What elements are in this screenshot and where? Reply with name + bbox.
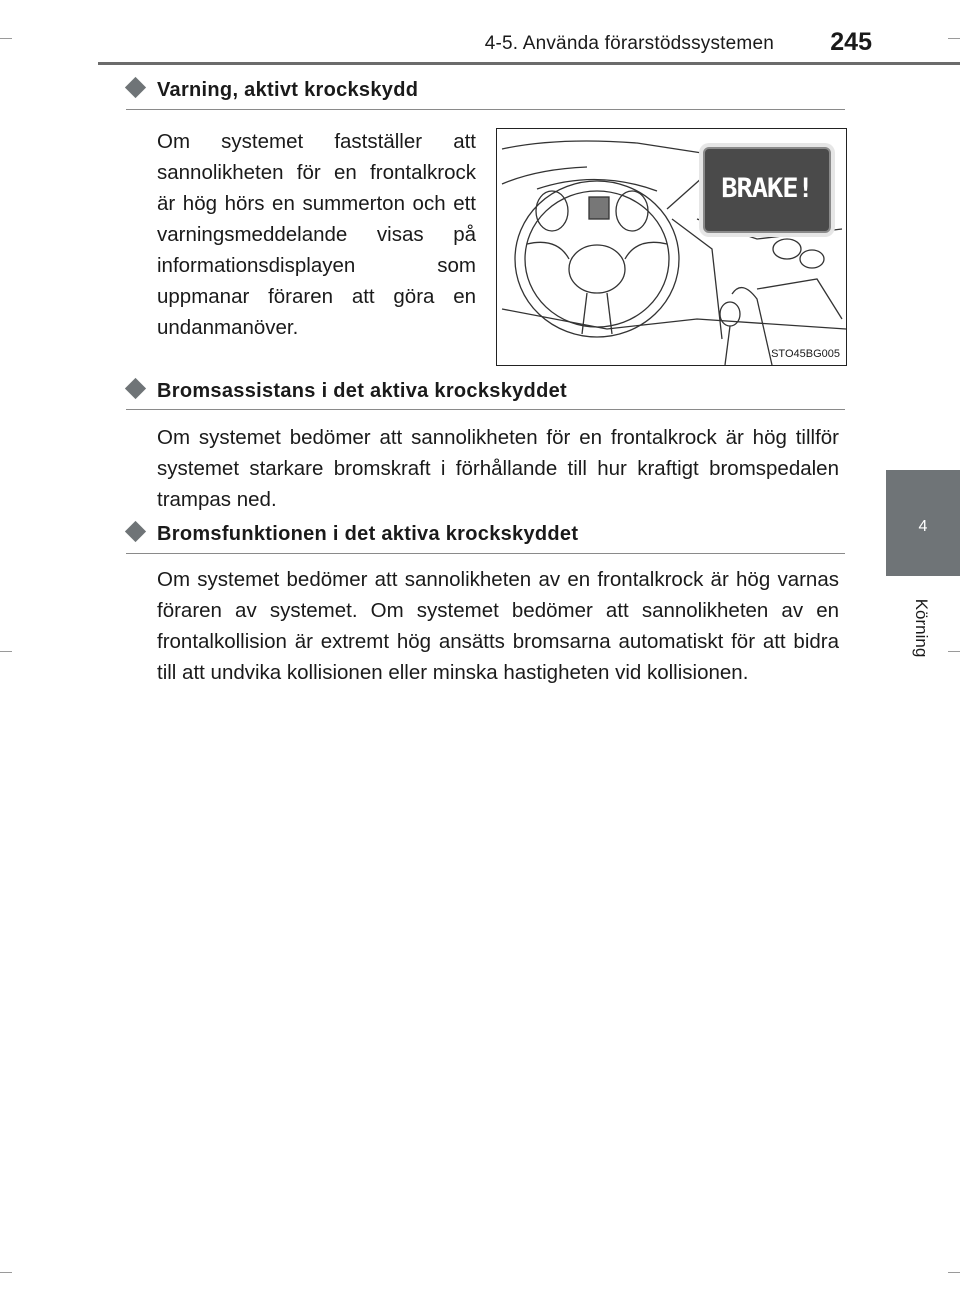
crop-mark [948, 1272, 960, 1273]
header-rule [98, 62, 960, 65]
heading-rule [126, 409, 845, 410]
heading-rule [126, 109, 845, 110]
section-title: 4-5. Använda förarstödssystemen [484, 33, 774, 54]
section-body: Om systemet bedömer att sannolikheten av en frontalkrock är hög varnas föraren av systemet. Om systemet bedömer att sannolikheten av en frontalkollision är extremt hög ansätts bromsarna automatiskt för att bidra till att undvika kollisionen eller minska hastigheten vid kollisionen. [157, 568, 839, 684]
diamond-bullet-icon [125, 378, 146, 399]
crop-mark [0, 651, 12, 652]
section-heading [126, 380, 567, 403]
section-heading [126, 523, 578, 546]
section-body: Om systemet bedömer att sannolikheten för en frontalkrock är hög tillför systemet starkare bromskraft i förhållande till hur kraftigt bromspedalen trampas ned. [157, 426, 839, 511]
section-heading-text: Varning, aktivt krockskydd [157, 79, 419, 101]
diamond-bullet-icon [125, 521, 146, 542]
diamond-bullet-icon [125, 77, 146, 98]
section-body: Om systemet fastställer att sannolikheten för en frontalkrock är hög hörs en summerton och ett varningsmeddelande visas på informationsdisplayen som uppmanar föraren att göra en undanmanöver. [157, 130, 476, 339]
section-heading [126, 79, 418, 102]
page-header [0, 0, 960, 62]
brake-warning-display [703, 147, 831, 233]
crop-mark [0, 1272, 12, 1273]
chapter-label-container [884, 568, 958, 678]
section-heading-text: Bromsassistans i det aktiva krockskyddet [157, 380, 567, 402]
chapter-label: Körning [912, 598, 931, 658]
figure-code: STO45BG005 [771, 348, 840, 360]
brake-warning-text: BRAKE! [721, 173, 813, 204]
section-heading-text: Bromsfunktionen i det aktiva krockskyddet [157, 523, 579, 545]
dashboard-illustration [496, 128, 847, 366]
chapter-tab [886, 470, 960, 576]
heading-rule [126, 553, 845, 554]
chapter-number: 4 [918, 518, 928, 535]
page-number: 245 [830, 28, 872, 56]
